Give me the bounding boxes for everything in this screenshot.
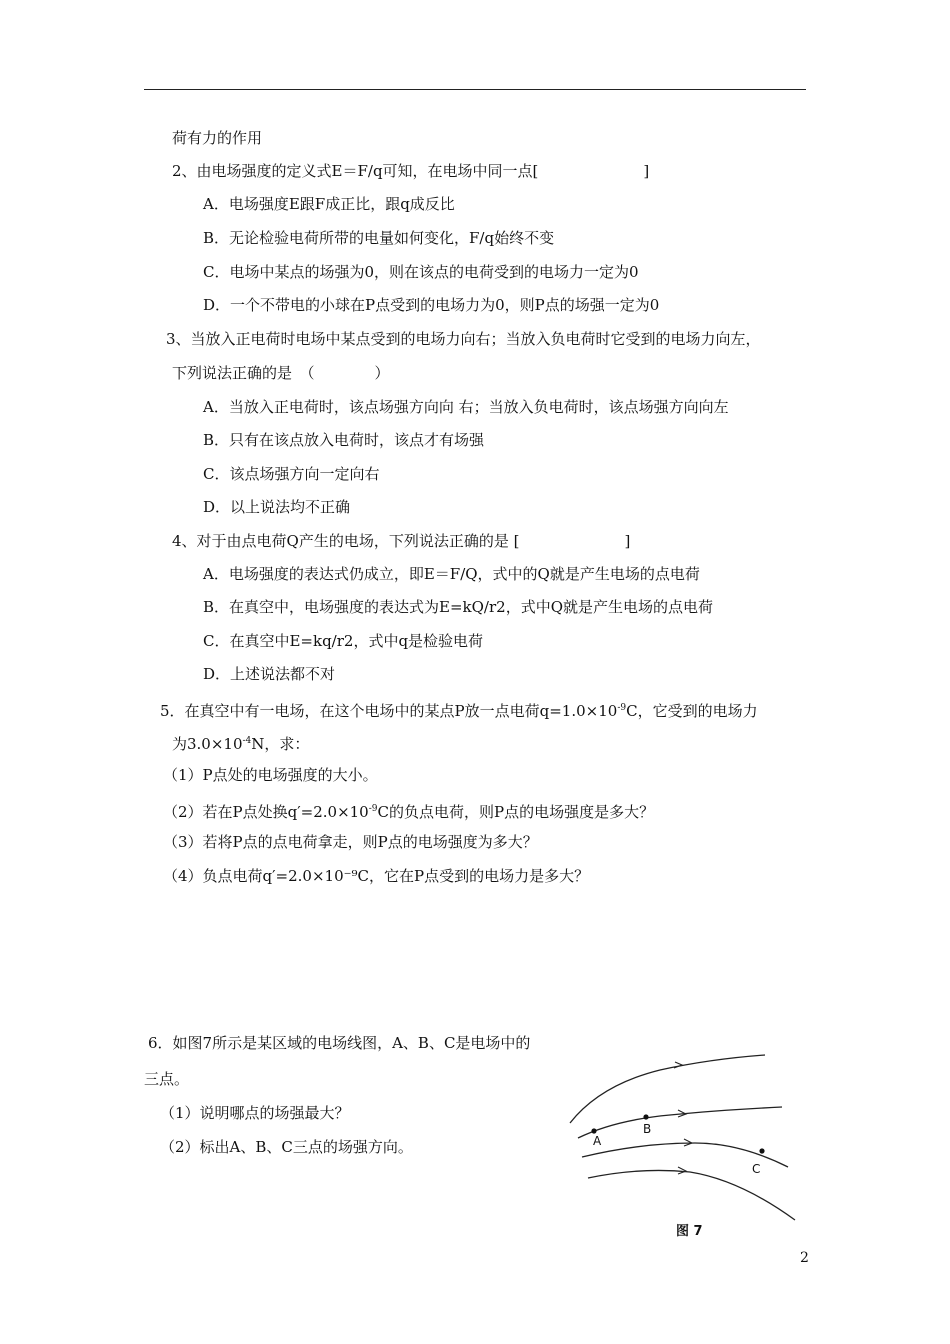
figure-caption: 图 7	[676, 1224, 703, 1239]
question-5-exponent: -9	[617, 703, 627, 713]
question-5	[160, 698, 758, 721]
question-5-part-2-text-end: C的负点电荷，则P点的电场强度是多大？	[377, 803, 655, 821]
question-6-part-2: （2）标出A、B、C三点的场强方向。	[160, 1138, 413, 1156]
question-6-stem: 三点。	[144, 1070, 190, 1088]
field-lines-figure	[560, 1045, 810, 1245]
header-rule	[144, 89, 806, 90]
question-4: 4、对于由点电荷Q产生的电场，下列说法正确的是 [ ]	[172, 532, 631, 550]
point-c-dot	[759, 1148, 764, 1153]
question-3-stem: 下列说法正确的是 （ ）	[172, 364, 390, 382]
arrow-line-1	[674, 1062, 682, 1068]
question-5-part-3: （3）若将P点的点电荷拿走，则P点的电场强度为多大？	[163, 833, 538, 851]
question-4-option-d: D．上述说法都不对	[203, 665, 336, 683]
question-2-option-d: D．一个不带电的小球在P点受到的电场力为0，则P点的场强一定为0	[203, 296, 660, 314]
question-2-option-a: A．电场强度E跟F成正比，跟q成反比	[203, 195, 455, 213]
question-5-text-end: C，它受到的电场力	[626, 702, 758, 720]
question-5-force-text: 为3.0×10	[172, 735, 243, 753]
question-3-option-b: B．只有在该点放入电荷时，该点才有场强	[203, 431, 485, 449]
field-line-4	[588, 1170, 795, 1220]
continued-text: 荷有力的作用	[172, 129, 263, 147]
point-c-label: C	[752, 1162, 761, 1176]
field-arrows	[674, 1062, 692, 1174]
question-5-force	[172, 731, 309, 754]
question-4-option-c: C．在真空中E=kq/r2，式中q是检验电荷	[203, 632, 484, 650]
question-6: 6．如图7所示是某区域的电场线图，A、B、C是电场中的	[148, 1034, 531, 1052]
question-5-part-1: （1）P点处的电场强度的大小。	[163, 766, 378, 784]
question-3-option-d: D．以上说法均不正确	[203, 498, 351, 516]
question-5-force-text-end: N，求：	[251, 735, 310, 753]
point-a-label: A	[593, 1134, 602, 1148]
field-line-1	[570, 1055, 765, 1123]
point-a-dot	[591, 1128, 596, 1133]
question-2-option-c: C．电场中某点的场强为0，则在该点的电荷受到的电场力一定为0	[203, 263, 639, 281]
question-5-part-2	[163, 799, 654, 822]
question-5-force-exponent: -4	[242, 736, 252, 746]
question-6-part-1: （1）说明哪点的场强最大？	[160, 1104, 350, 1122]
question-5-part-4: （4）负点电荷q′=2.0×10⁻⁹C，它在P点受到的电场力是多大？	[163, 867, 590, 885]
question-5-part-2-text: （2）若在P点处换q′=2.0×10	[163, 803, 369, 821]
page-number: 2	[800, 1250, 809, 1266]
question-2-option-b: B．无论检验电荷所带的电量如何变化，F/q始终不变	[203, 229, 555, 247]
point-b-label: B	[643, 1122, 652, 1136]
question-3: 3、当放入正电荷时电场中某点受到的电场力向右；当放入负电荷时它受到的电场力向左，	[166, 330, 761, 348]
question-5-text: 5．在真空中有一电场，在这个电场中的某点P放一点电荷q=1.0×10	[160, 702, 618, 720]
question-3-option-c: C．该点场强方向一定向右	[203, 465, 380, 483]
field-line-2	[578, 1107, 782, 1138]
question-4-option-a: A．电场强度的表达式仍成立，即E＝F/Q，式中的Q就是产生电场的点电荷	[203, 565, 700, 583]
question-3-option-a: A．当放入正电荷时，该点场强方向向 右；当放入负电荷时，该点场强方向向左	[203, 398, 729, 416]
point-b-dot	[643, 1114, 648, 1119]
question-4-option-b: B．在真空中，电场强度的表达式为E=kQ/r2，式中Q就是产生电场的点电荷	[203, 598, 713, 616]
question-2: 2、由电场强度的定义式E＝F/q可知，在电场中同一点[ ]	[172, 162, 650, 180]
field-lines	[570, 1055, 795, 1220]
question-5-part-2-exponent: -9	[368, 804, 378, 814]
